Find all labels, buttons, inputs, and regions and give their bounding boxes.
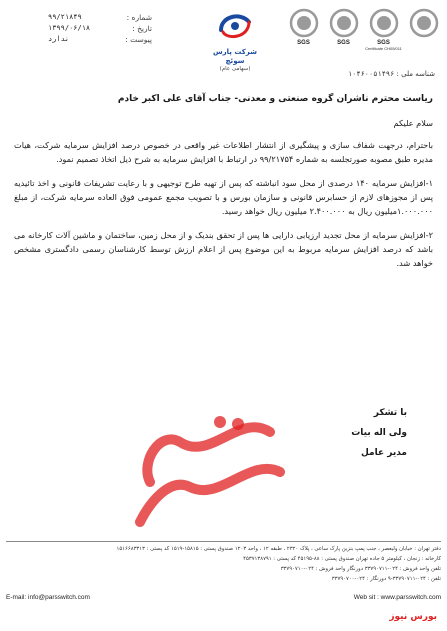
national-id <box>348 70 435 78</box>
sgs-label-1: SGS <box>297 40 310 46</box>
sgs-badge-2 <box>325 8 362 60</box>
letter-meta <box>48 12 152 45</box>
signature-block <box>267 403 407 463</box>
meta-attach-row <box>48 34 152 45</box>
certification-badges <box>285 8 443 64</box>
sgs-cert-number: Certificate CH05/011 <box>365 46 402 51</box>
footer-email[interactable]: E-mail: info@parsswitch.com <box>6 594 90 601</box>
footer-row-1: دفتر تهران : خیابان ولیعصر ، جنب پمپ بنزین پارک ساعی ، پلاک ۲۳۲۰ ، طبقه ۱۲ ، واحد ۱۲۰۳ صندوق پستی : ۱۵۸۱۵-۱۵۱۹ کد پستی : ۱۵۱۶۶۸۳۳۱۳ <box>116 546 441 552</box>
meta-number-value: ۹۹/۲۱۸۴۹ <box>48 13 82 21</box>
iso-cert-icon <box>369 8 399 38</box>
meta-date-label: تاریخ : <box>132 24 152 33</box>
meta-attach-value: ندارد <box>48 35 70 43</box>
national-id-value: ۱۰۴۶۰۰۵۱۴۹۶ <box>347 70 395 78</box>
letter-body <box>14 92 433 280</box>
logo-company-type: (سهامی عام) <box>219 66 251 72</box>
letter-paragraph-2: ۱-افزایش سرمایه ۱۴۰ درصدی از محل سود انباشته که پس از تهیه طرح توجیهی و با رعایت تشریفات قانونی و اخذ تائیدیه پس از مجوزهای لازم از حسابرس قانونی و سازمان بورس و با تصویب مجمع عمومی فوق العاده سرمایه شرکت، از مبلغ ۱.۰۰۰.۰۰۰میلیون ریال به ۲.۴۰۰.۰۰۰ میلیون ریال خواهد رسید. <box>14 178 433 216</box>
footer-contact <box>6 594 441 601</box>
meta-date-value: ۱۳۹۹/۰۶/۱۸ <box>48 24 91 32</box>
footer-row-4: تلفن : ۰۲۴-۳۳۷۹۰۷۱۱-۹ دورنگار : ۰۲۴-۳۳۷۹۰۷۰۰ <box>331 576 441 582</box>
signature-name: ولی اله بیات <box>351 428 407 438</box>
letter-addressee: ریاست محترم ناشران گروه صنعتی و معدنی- جناب آقای علی اکبر خادم <box>117 94 433 104</box>
footer-website[interactable]: Web sit : www.parsswitch.com <box>353 594 441 601</box>
footer-row-2: کارخانه : زنجان ، کیلومتر ۵ جاده تهران صندوق پستی : ۸۸-۴۵۱۹۵ کد پستی : ۴۵۳۷۱۳۸۷۹۱ <box>243 556 441 562</box>
logo-company-name: شرکت پارس سوئچ <box>212 48 258 65</box>
national-id-label: شناسه ملی : <box>396 70 435 78</box>
footer-divider <box>6 541 441 542</box>
meta-number-label: شماره : <box>126 13 152 22</box>
swirl-logo-icon <box>215 8 255 44</box>
footer-row-3: تلفن واحد فروش : ۰۲۴-۳۳۷۹۰۷۱۱ دورنگار واحد فروش : ۰۲۴-۳۳۷۹۰۷۱۰ <box>280 566 441 572</box>
letter-greeting: سلام علیکم <box>393 118 433 128</box>
sgs-badge-3 <box>365 8 402 60</box>
sgs-label-3: SGS <box>377 40 390 46</box>
footer-address <box>6 544 441 584</box>
meta-number-row <box>48 12 152 23</box>
company-logo <box>205 8 265 72</box>
iso-cert-icon <box>329 8 359 38</box>
signature-title: مدیر عامل <box>360 448 407 458</box>
source-tag: بورس نیوز <box>389 612 437 622</box>
sgs-badge-4 <box>405 8 442 60</box>
iso-cert-icon <box>289 8 319 38</box>
letter-paragraph-1: باحترام، درجهت شفاف سازی و پیشگیری از انتشار اطلاعات غیر واقعی در خصوص درصد افزایش سرمایه شرکت، هیات مدیره طبق مصوبه صورتجلسه به شماره ۹۹/۲۱۷۵۴ در ارتباط با افزایش سرمایه به شرح ذیل اتخاذ تصمیم نمود. <box>14 140 433 164</box>
sgs-label-2: SGS <box>337 40 350 46</box>
letter-paragraph-3: ۲-افزایش سرمایه از محل تجدید ارزیابی دارایی ها پس از تحقق بندیک و از محل زمین، ساختمان و ماشین آلات کارخانه می باشد که درصد افزایش سرمایه مربوط به این موضوع پس از اعلام ارزش توسط کارشناسان رسمی دادگستری مشخص خواهد شد. <box>14 230 433 268</box>
meta-date-row <box>48 23 152 34</box>
sgs-badge-1 <box>285 8 322 60</box>
meta-attach-label: پیوست : <box>125 35 152 44</box>
iso-cert-icon <box>409 8 439 38</box>
signature-closing: با تشکر <box>373 408 407 418</box>
